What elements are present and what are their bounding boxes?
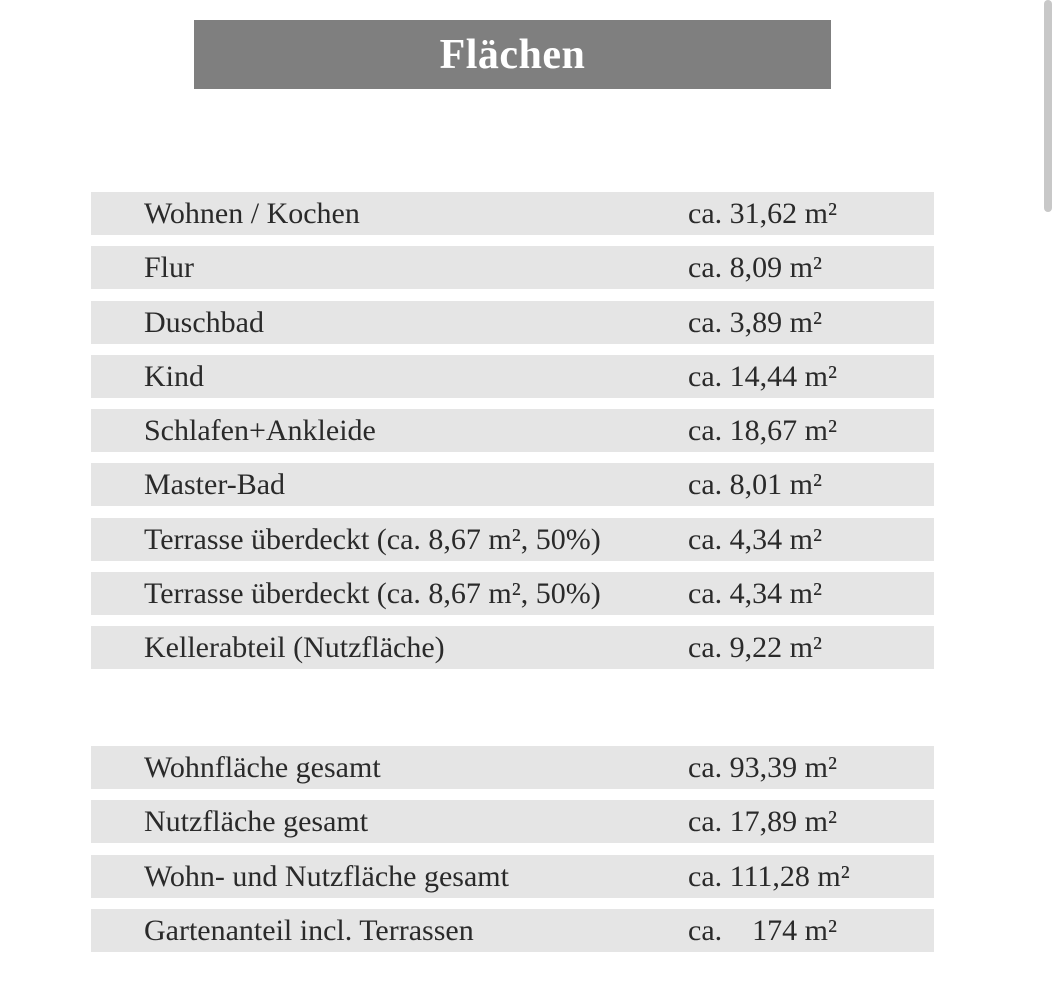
table-row [91,192,934,235]
room-area-value: ca. 8,01 m² [688,468,822,502]
room-area-value: ca. 8,09 m² [688,251,822,285]
table-row [91,409,934,452]
table-row [91,518,934,561]
total-label: Nutzfläche gesamt [144,805,369,839]
vertical-scrollbar[interactable] [1044,0,1052,212]
room-area-value: ca. 14,44 m² [688,359,837,393]
room-label: Kellerabteil (Nutzfläche) [144,631,445,665]
table-row [91,746,934,789]
page-title-bar [194,20,831,89]
room-label: Terrasse überdeckt (ca. 8,67 m², 50%) [144,522,601,556]
room-label: Duschbad [144,305,264,339]
table-row [91,800,934,843]
room-area-value: ca. 4,34 m² [688,522,822,556]
room-label: Master-Bad [144,468,286,502]
totals-table [91,746,934,963]
total-label: Gartenanteil incl. Terrassen [144,913,474,947]
room-area-value: ca. 9,22 m² [688,631,822,665]
total-label: Wohnfläche gesamt [144,751,381,784]
total-value: ca. 111,28 m² [688,859,850,893]
table-row [91,909,934,952]
table-row [91,855,934,898]
room-area-value: ca. 18,67 m² [688,414,837,448]
room-area-table [91,192,934,681]
total-value: ca. 174 m² [688,913,837,947]
room-area-value: ca. 3,89 m² [688,305,822,339]
table-row [91,246,934,289]
table-row [91,463,934,506]
total-value: ca. 93,39 m² [688,751,837,784]
table-row [91,626,934,669]
room-area-value: ca. 4,34 m² [688,577,822,611]
room-label: Wohnen / Kochen [144,197,360,230]
table-row [91,355,934,398]
total-value: ca. 17,89 m² [688,805,837,839]
table-row [91,301,934,344]
room-label: Kind [144,359,204,393]
table-row [91,572,934,615]
page-title: Flächen [439,31,586,78]
room-label: Flur [144,251,195,285]
room-label: Terrasse überdeckt (ca. 8,67 m², 50%) [144,577,601,611]
total-label: Wohn- und Nutzfläche gesamt [144,859,509,893]
room-label: Schlafen+Ankleide [144,414,376,448]
room-area-value: ca. 31,62 m² [688,197,837,230]
